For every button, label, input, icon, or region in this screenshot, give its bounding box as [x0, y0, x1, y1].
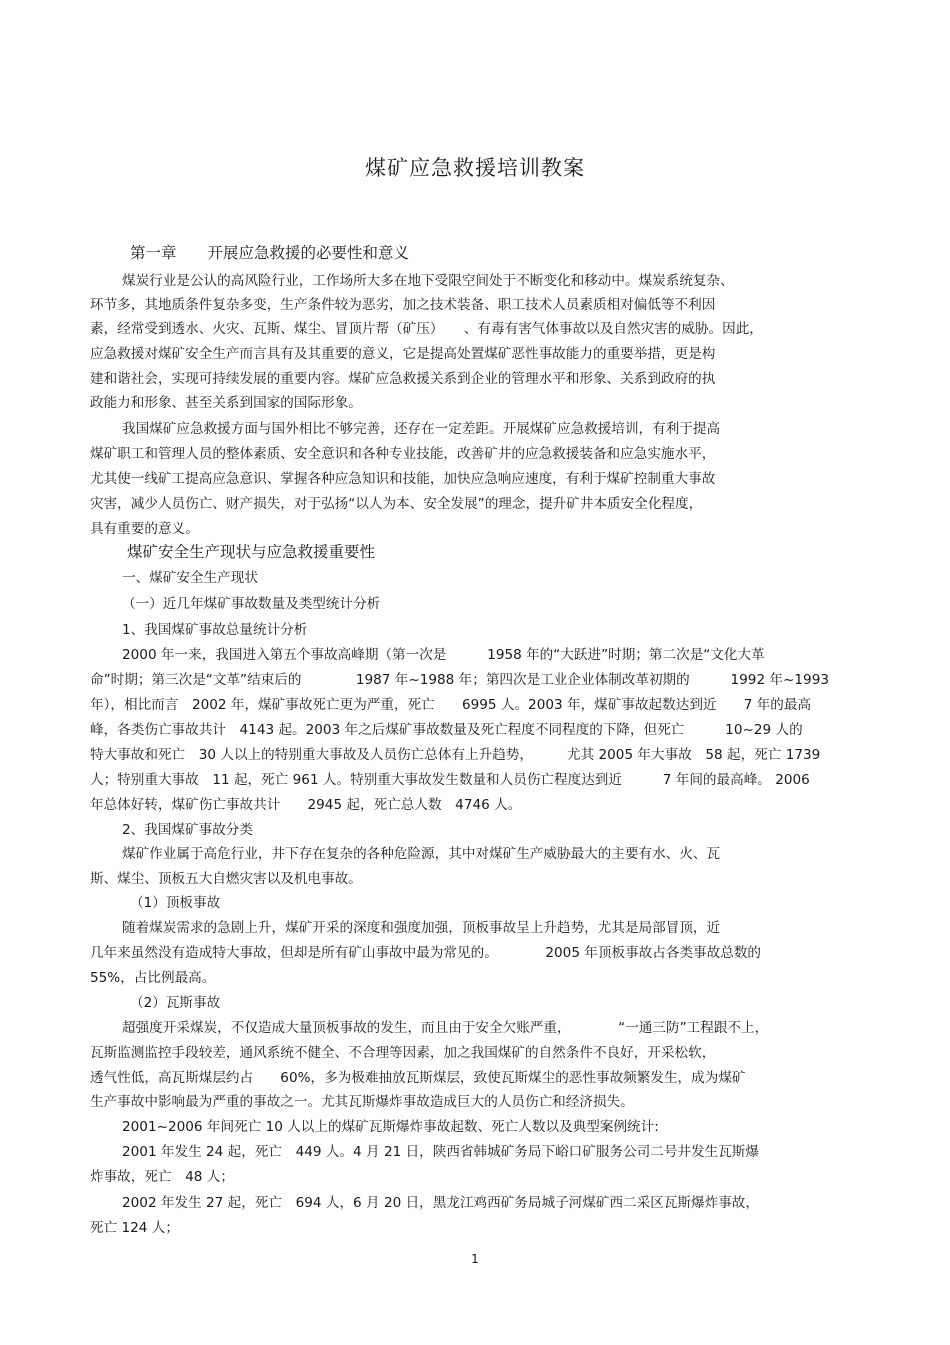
paragraph-line: 命”时期；第三次是“文革”结束后的 1987 年~1988 年；第四次是工业企业体制改革初期的 1992 年~1993	[90, 672, 829, 688]
paragraph-line: 2001~2006 年间死亡 10 人以上的煤矿瓦斯爆炸事故起数、死亡人数以及典型案例统计:	[122, 1119, 659, 1135]
paragraph-line: 死亡 124 人；	[90, 1220, 179, 1236]
paragraph-line: 2000 年一来，我国进入第五个事故高峰期（第一次是 1958 年的“大跃进”时期；第二次是“文化大革	[122, 647, 765, 663]
paragraph-line: 年），相比而言 2002 年，煤矿事故死亡更为严重，死亡 6995 人。2003 年，煤矿事故起数达到近 7 年的最高	[90, 697, 812, 713]
subsection-heading: （一）近几年煤矿事故数量及类型统计分析	[122, 596, 381, 612]
paragraph-line: 环节多，其地质条件复杂多变，生产条件较为恶劣，加之技术装备、职工技术人员素质相对偏低等不利因	[90, 297, 716, 313]
paragraph-line: 建和谐社会，实现可持续发展的重要内容。煤矿应急救援关系到企业的管理水平和形象、关系到政府的执	[90, 371, 716, 387]
paragraph-line: 透气性低，高瓦斯煤层约占 60%，多为极难抽放瓦斯煤层，致使瓦斯煤尘的恶性事故频繁发生，成为煤矿	[90, 1070, 746, 1086]
paragraph-line: 具有重要的意义。	[90, 521, 199, 537]
paragraph-line: 特大事故和死亡 30 人以上的特别重大事故及人员伤亡总体有上升趋势， 尤其 2005 年大事故 58 起，死亡 1739	[90, 747, 821, 763]
paragraph-line: 人；特别重大事故 11 起，死亡 961 人。特别重大事故发生数量和人员伤亡程度达到近 7 年间的最高峰。 2006	[90, 772, 810, 788]
subsection-heading: 2、我国煤矿事故分类	[122, 822, 253, 838]
paragraph-line: 斯、煤尘、顶板五大自燃灾害以及机电事故。	[90, 871, 362, 887]
paragraph-line: 2001 年发生 24 起，死亡 449 人。4 月 21 日，陕西省韩城矿务局下峪口矿服务公司二号井发生瓦斯爆	[122, 1144, 759, 1160]
paragraph-line: 55%，占比例最高。	[90, 970, 216, 986]
paragraph-line: 随着煤炭需求的急剧上升，煤矿开采的深度和强度加强，顶板事故呈上升趋势，尤其是局部冒顶，近	[122, 920, 721, 936]
paragraph-line: 几年来虽然没有造成特大事故，但却是所有矿山事故中最为常见的。 2005 年顶板事故占各类事故总数的	[90, 945, 762, 961]
section-heading: 煤矿安全生产现状与应急救援重要性	[127, 543, 376, 561]
paragraph-line: 超强度开采煤炭，不仅造成大量顶板事故的发生，而且由于安全欠账严重， “一通三防”工程跟不上，	[122, 1020, 769, 1036]
paragraph-line: 生产事故中影响最为严重的事故之一。尤其瓦斯爆炸事故造成巨大的人员伤亡和经济损失。	[90, 1094, 634, 1110]
paragraph-line: 煤矿作业属于高危行业，井下存在复杂的各种危险源，其中对煤矿生产威胁最大的主要有水、火、瓦	[122, 846, 721, 862]
paragraph-line: 素，经常受到透水、火灾、瓦斯、煤尘、冒顶片帮（矿压） 、有毒有害气体事故以及自然灾害的威胁。因此，	[90, 321, 763, 337]
paragraph-line: 煤炭行业是公认的高风险行业，工作场所大多在地下受限空间处于不断变化和移动中。煤炭系统复杂、	[122, 273, 734, 289]
paragraph-line: 炸事故，死亡 48 人；	[90, 1169, 234, 1185]
paragraph-line: 年总体好转，煤矿伤亡事故共计 2945 起，死亡总人数 4746 人。	[90, 797, 522, 813]
paragraph-line: 我国煤矿应急救援方面与国外相比不够完善，还存在一定差距。开展煤矿应急救援培训，有利于提高	[122, 421, 721, 437]
document-title: 煤矿应急救援培训教案	[365, 156, 585, 180]
page-number: 1	[471, 1252, 479, 1266]
paragraph-line: 煤矿职工和管理人员的整体素质、安全意识和各种专业技能，改善矿井的应急救援装备和应急实施水平，	[90, 446, 716, 462]
subsection-heading: （2）瓦斯事故	[130, 995, 221, 1011]
chapter-heading: 第一章 开展应急救援的必要性和意义	[130, 244, 410, 262]
subsection-heading: （1）顶板事故	[130, 895, 221, 911]
subsection-heading: 1、我国煤矿事故总量统计分析	[122, 622, 308, 638]
paragraph-line: 瓦斯监测监控手段较差，通风系统不健全、不合理等因素，加之我国煤矿的自然条件不良好，开采松软，	[90, 1045, 716, 1061]
paragraph-line: 峰，各类伤亡事故共计 4143 起。2003 年之后煤矿事故数量及死亡程度不同程度的下降，但死亡 10~29 人的	[90, 722, 803, 738]
paragraph-line: 2002 年发生 27 起，死亡 694 人，6 月 20 日，黑龙江鸡西矿务局城子河煤矿西二采区瓦斯爆炸事故，	[122, 1195, 759, 1211]
paragraph-line: 应急救援对煤矿安全生产而言具有及其重要的意义，它是提高处置煤矿恶性事故能力的重要举措，更是构	[90, 346, 716, 362]
paragraph-line: 尤其使一线矿工提高应急意识、掌握各种应急知识和技能，加快应急响应速度，有利于煤矿控制重大事故	[90, 471, 716, 487]
paragraph-line: 政能力和形象、甚至关系到国家的国际形象。	[90, 395, 362, 411]
subsection-heading: 一、煤矿安全生产现状	[122, 570, 258, 586]
paragraph-line: 灾害，减少人员伤亡、财产损失，对于弘扬“以人为本、安全发展”的理念，提升矿井本质安全化程度，	[90, 496, 703, 512]
